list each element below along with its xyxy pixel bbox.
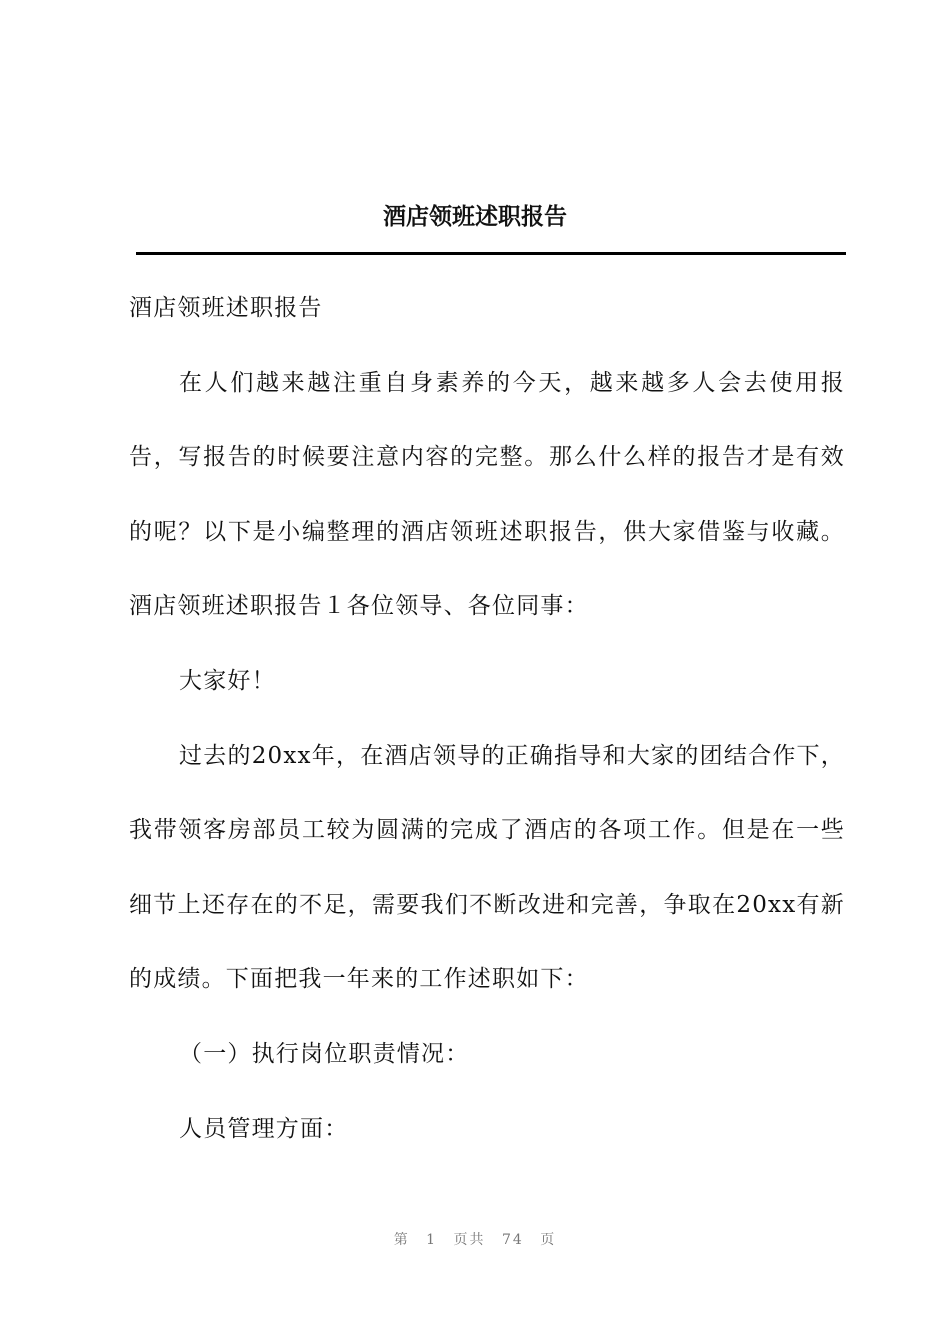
document-body xyxy=(129,271,845,1166)
page-number-footer: 第 1 页共 74 页 xyxy=(393,1232,557,1248)
body-paragraph: 人员管理方面： xyxy=(179,1115,349,1142)
body-paragraph: 过去的20xx年，在酒店领导的正确指导和大家的团结合作下，我带领客房部员工较为圆满的完成了酒店的各项工作。但是在一些细节上还存在的不足，需要我们不断改进和完善，争取在20xx有新的成绩。下面把我一年来的工作述职如下： xyxy=(129,742,845,993)
body-paragraph-heading: 酒店领班述职报告 xyxy=(129,295,323,321)
body-paragraph: 在人们越来越注重自身素养的今天，越来越多人会去使用报告，写报告的时候要注意内容的完整。那么什么样的报告才是有效的呢？以下是小编整理的酒店领班述职报告，供大家借鉴与收藏。酒店领班述职报告１各位领导、各位同事： xyxy=(129,369,845,620)
body-paragraph: （一）执行岗位职责情况： xyxy=(179,1040,470,1067)
title-divider xyxy=(136,252,846,255)
document-title: 酒店领班述职报告 xyxy=(383,203,567,230)
body-paragraph: 大家好！ xyxy=(179,667,276,694)
